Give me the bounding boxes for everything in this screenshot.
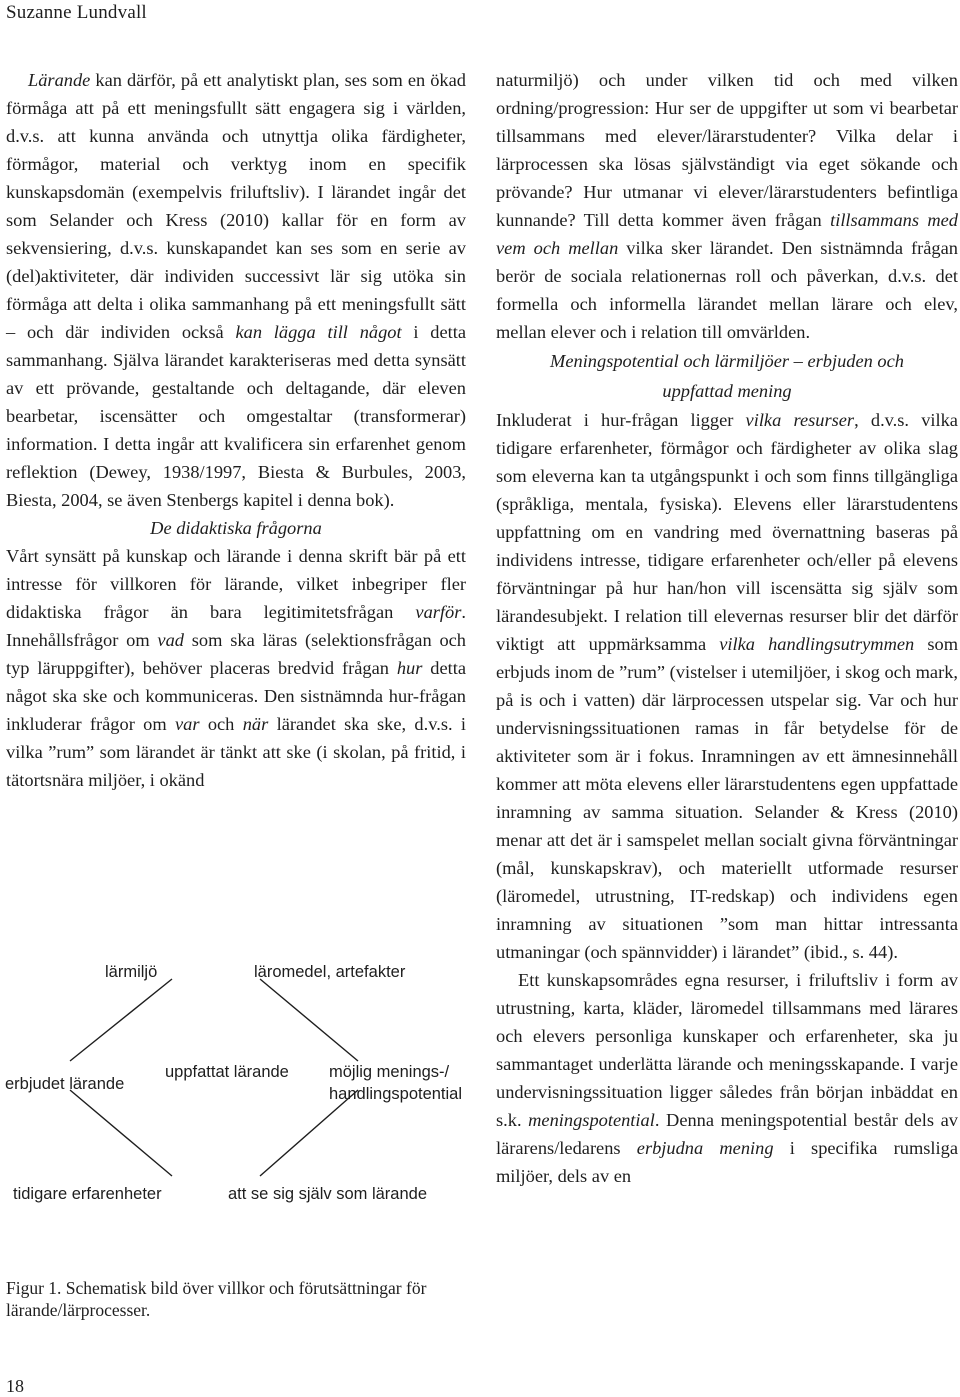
emphasis: Lärande — [28, 70, 91, 90]
emphasis: var — [174, 714, 200, 734]
edge-erbjudet-tidigare — [70, 1090, 172, 1176]
text-run: . Denna meningspotential består dels av lärarens/ledarens — [496, 1110, 958, 1158]
section-heading — [496, 346, 958, 406]
edge-laromedel-mojlig — [260, 979, 358, 1061]
edge-erbjudet-larmiljo — [70, 979, 172, 1061]
section-heading: De didaktiska frågorna — [150, 518, 322, 538]
text-run: kan därför, på ett analytiskt plan, ses som en ökad förmåga att på ett meningsfullt sätt engagera sig i världen, d.v.s. att kunna använda och utnyttja olika färdigheter, förmågor, material och verktyg inom en specifik kunskapsdomän (exempelvis friluftsliv). I lärandet ingår det som Selander och Kress (2010) kallar för en form av sekvensiering, d.v.s. kunskapandet kan ses som en serie av (del)aktiviteter, där individen successivt lär sig utöka sin förmåga att delta i olika sammanhang på ett meningsfullt sätt – och där individen också — [6, 70, 466, 342]
left-column — [6, 66, 466, 794]
heading-line: uppfattad mening — [662, 381, 792, 401]
node-handlingspotential: handlingspotential — [329, 1085, 463, 1103]
paragraph — [496, 966, 958, 1190]
text-run: , d.v.s. vilka tidigare erfarenheter, förmågor och färdigheter av olika slag som eleverna kan ta utgångspunkt i och som finns tillgängliga (språkliga, mentala, fysiska). Elevens eller lärarstudentens uppfattning om en vandring med övernattning baseras på individens intresse, tidigare erfarenheter och/eller på elevens förväntningar på hur han/hon vill iscensätta sig själv som lärandesubjekt. I relation till elevernas resurser blir det därför viktigt att uppmärksamma — [496, 410, 958, 654]
right-column — [496, 66, 958, 1190]
node-erbjudet-larande: erbjudet lärande — [5, 1075, 125, 1093]
text-run: Vårt synsätt på kunskap och lärande i denna skrift bär på ett intresse för villkoren för lärande, vilket inbegriper fler didaktiska frågor än bara legitimitetsfrågan — [6, 546, 466, 622]
emphasis: kan lägga till något — [235, 322, 402, 342]
emphasis: meningspotential — [528, 1110, 655, 1130]
node-larmiljo: lärmiljö — [105, 963, 158, 981]
paragraph — [6, 542, 466, 794]
text-run: lärandet ska ske, d.v.s. i vilka ”rum” som lärandet är tänkt att ske (i skolan, på fritid, i tätortsnära miljöer, i okänd — [6, 714, 467, 790]
paragraph — [496, 406, 958, 966]
figure-caption: Figur 1. Schematisk bild över villkor och förutsättningar för lärande/lärprocesser. — [6, 1278, 427, 1320]
text-run: och — [199, 714, 243, 734]
text-run: som ska läras (selektionsfrågan och typ läruppgifter), behöver placeras bredvid frågan — [6, 630, 466, 678]
text-run: Ett kunskapsområdes egna resurser, i friluftsliv i form av utrustning, karta, kläder, läromedel tillsammans med lärares och elevers personliga kunskaper och erfarenheter, ska ju sammantaget underlätta lärande och meningsskapande. I varje undervisningssituation ligger således från början inbäddat en s.k. — [496, 970, 958, 1130]
node-att-se-sig-sjalv: att se sig själv som lärande — [228, 1185, 428, 1203]
text-run: i detta sammanhang. Själva lärandet karakteriseras med detta synsätt av ett prövande, gestaltande och deltagande, där eleven bearbetar, iscensätter och omgestaltar (transformerar) information. I detta ingår att kvalificera sin erfarenhet genom reflektion (Dewey, 1938/1997, Biesta & Burbules, 2003, Biesta, 2004, se även Stenbergs kapitel i denna bok). — [6, 322, 467, 510]
emphasis: varför — [415, 602, 462, 622]
text-run: i specifika rumsliga miljöer, dels av en — [496, 1138, 958, 1186]
figure-diagram — [0, 950, 480, 1220]
paragraph — [6, 66, 466, 514]
text-run: vilka sker lärandet. Den sistnämnda frågan berör de sociala relationernas roll och påverkan, d.v.s. det formella och informella lärandet mellan lärare och elev, mellan elever och i relation till omvärlden. — [496, 238, 958, 342]
paragraph — [496, 66, 958, 346]
emphasis: vad — [157, 630, 184, 650]
text-run: naturmiljö) och under vilken tid och med vilken ordning/progression: Hur ser de uppgifter ut som vi bearbetar tillsammans med elever/lärarstudenter? Vilka delar i lärprocessen ska lösas självständigt via eget sökande och prövande? Hur utmanar vi elever/lärarstudenters befintliga kunnande? Till detta kommer även frågan — [496, 70, 958, 230]
emphasis: hur — [396, 658, 423, 678]
text-run: som erbjuds inom de ”rum” (vistelser i utemiljöer, i skog och mark, på is och i vatten) där lärprocessen utspelar sig. Var och hur undervisningssituationen ramas in får betydelse för de aktiviteter som är i fokus. Inramningen av ett ämnesinnehåll kommer att möta elevens eller lärarstudentens egen uppfattade inramning av samma situation. Selander & Kress (2010) menar att det är i samspelet mellan socialt givna förväntningar (mål, kunskapskrav), och materiellt utformade resurser (läromedel, utrustning, IT-redskap) och individens egen inramning av situationen ”som man hittar intressanta utmaningar (och spännvidder) i lärandet” (ibid., s. 44). — [496, 634, 958, 962]
emphasis: när — [242, 714, 269, 734]
running-header-author: Suzanne Lundvall — [6, 2, 147, 23]
text-run: . Innehållsfrågor om — [6, 602, 466, 650]
emphasis: tillsammans med vem och mellan — [496, 210, 958, 258]
emphasis: vilka handlingsutrymmen — [719, 634, 915, 654]
node-laromedel-artefakter: läromedel, artefakter — [254, 963, 406, 981]
text-run: detta något ska ske och kommuniceras. Den sistnämnda hur-frågan inkluderar frågor om — [6, 658, 466, 734]
page-number: 18 — [6, 1376, 24, 1396]
node-uppfattat-larande: uppfattat lärande — [165, 1063, 289, 1081]
text-run: Inkluderat i hur-frågan ligger — [496, 410, 746, 430]
node-tidigare-erfarenheter: tidigare erfarenheter — [13, 1185, 162, 1203]
node-mojlig-menings: möjlig menings-/ — [329, 1063, 450, 1081]
heading-line: Meningspotential och lärmiljöer – erbjuden och — [550, 351, 904, 371]
emphasis: vilka resurser — [745, 410, 855, 430]
emphasis: erbjudna mening — [636, 1138, 774, 1158]
